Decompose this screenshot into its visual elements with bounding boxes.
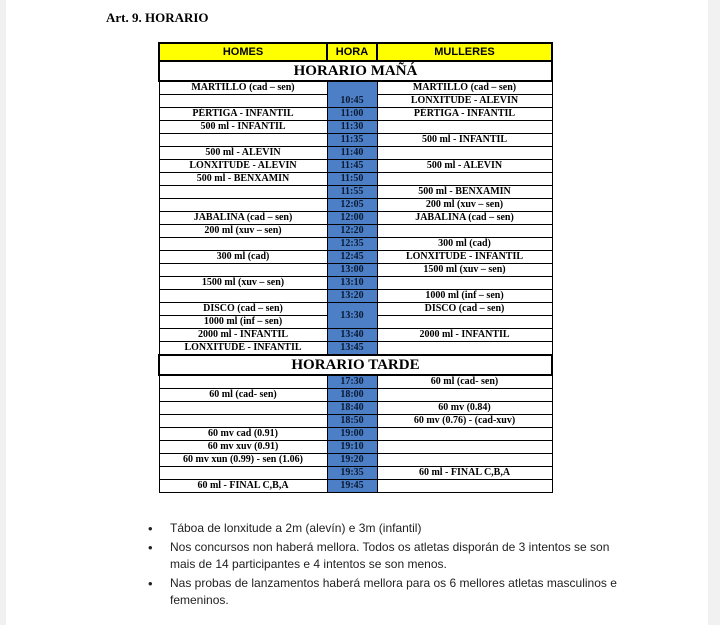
women-cell: [377, 316, 552, 329]
table-row: [159, 108, 552, 121]
men-cell: [159, 415, 327, 428]
table-row: [159, 186, 552, 199]
women-cell: LONXITUDE - INFANTIL: [377, 251, 552, 264]
men-cell: 60 mv cad (0.91): [159, 428, 327, 441]
time-cell: 19:20: [327, 454, 377, 467]
table-row: [159, 375, 552, 389]
time-cell: 19:10: [327, 441, 377, 454]
men-cell: [159, 238, 327, 251]
time-cell: 19:00: [327, 428, 377, 441]
time-cell: 12:00: [327, 212, 377, 225]
women-cell: 200 ml (xuv – sen): [377, 199, 552, 212]
time-cell: 11:30: [327, 121, 377, 134]
table-row: [159, 212, 552, 225]
notes-list: [148, 520, 628, 611]
time-cell: 12:20: [327, 225, 377, 238]
women-cell: 500 ml - BENXAMIN: [377, 186, 552, 199]
women-cell: 2000 ml - INFANTIL: [377, 329, 552, 342]
women-cell: 60 ml (cad- sen): [377, 375, 552, 389]
time-cell: 12:45: [327, 251, 377, 264]
note-item: • Táboa de lonxitude a 2m (alevín) e 3m (infantil): [148, 520, 628, 537]
men-cell: JABALINA (cad – sen): [159, 212, 327, 225]
table-row: [159, 454, 552, 467]
time-cell: 18:40: [327, 402, 377, 415]
afternoon-title: HORARIO TARDE: [159, 355, 552, 375]
women-cell: DISCO (cad – sen): [377, 303, 552, 316]
table-row: [159, 81, 552, 95]
time-cell: 18:00: [327, 389, 377, 402]
women-cell: 1500 ml (xuv – sen): [377, 264, 552, 277]
table-row: [159, 389, 552, 402]
time-cell: 11:45: [327, 160, 377, 173]
women-cell: 500 ml - INFANTIL: [377, 134, 552, 147]
table-row: [159, 134, 552, 147]
men-cell: [159, 264, 327, 277]
table-row: [159, 467, 552, 480]
time-cell: 19:45: [327, 480, 377, 493]
men-cell: [159, 134, 327, 147]
men-cell: LONXITUDE - ALEVIN: [159, 160, 327, 173]
time-cell: 13:45: [327, 342, 377, 356]
schedule-table: [158, 42, 553, 493]
women-cell: [377, 441, 552, 454]
table-row: [159, 160, 552, 173]
women-cell: [377, 428, 552, 441]
men-cell: 60 mv xuv (0.91): [159, 441, 327, 454]
table-row: [159, 199, 552, 212]
men-cell: [159, 95, 327, 108]
men-cell: [159, 199, 327, 212]
table-row: [159, 428, 552, 441]
men-cell: [159, 402, 327, 415]
time-cell: 11:35: [327, 134, 377, 147]
table-row: [159, 441, 552, 454]
time-cell: 19:35: [327, 467, 377, 480]
women-cell: LONXITUDE - ALEVIN: [377, 95, 552, 108]
men-cell: LONXITUDE - INFANTIL: [159, 342, 327, 356]
article-title: Art. 9. HORARIO: [106, 10, 209, 25]
time-cell: 13:20: [327, 290, 377, 303]
women-cell: JABALINA (cad – sen): [377, 212, 552, 225]
men-cell: 200 ml (xuv – sen): [159, 225, 327, 238]
women-cell: [377, 342, 552, 356]
women-cell: [377, 147, 552, 160]
time-cell: 12:05: [327, 199, 377, 212]
table-row: [159, 290, 552, 303]
time-cell: 11:55: [327, 186, 377, 199]
men-cell: [159, 467, 327, 480]
time-cell: 13:10: [327, 277, 377, 290]
note-item: • Nos concursos non haberá mellora. Todos os atletas disporán de 3 intentos se son mais de 14 participantes e 4 intentos se son menos.: [148, 539, 628, 573]
time-cell: 10:45: [327, 81, 377, 108]
time-cell: 17:30: [327, 375, 377, 389]
men-cell: PÉRTIGA - INFANTIL: [159, 108, 327, 121]
women-cell: PÉRTIGA - INFANTIL: [377, 108, 552, 121]
men-cell: 300 ml (cad): [159, 251, 327, 264]
men-cell: 1500 ml (xuv – sen): [159, 277, 327, 290]
table-row: [159, 238, 552, 251]
men-cell: 500 ml - BENXAMIN: [159, 173, 327, 186]
men-cell: DISCO (cad – sen): [159, 303, 327, 316]
women-cell: MARTILLO (cad – sen): [377, 81, 552, 95]
time-cell: 11:50: [327, 173, 377, 186]
time-cell: 13:40: [327, 329, 377, 342]
men-cell: MARTILLO (cad – sen): [159, 81, 327, 95]
women-cell: [377, 389, 552, 402]
men-cell: 60 ml (cad- sen): [159, 389, 327, 402]
table-header-row: [159, 43, 552, 61]
section-afternoon: [159, 355, 552, 375]
men-cell: 60 mv xun (0.99) - sen (1.06): [159, 454, 327, 467]
table-row: [159, 225, 552, 238]
women-cell: [377, 225, 552, 238]
table-row: [159, 173, 552, 186]
women-cell: 60 ml - FINAL C,B,A: [377, 467, 552, 480]
header-time: HORA: [327, 43, 377, 61]
men-cell: [159, 290, 327, 303]
table-row: [159, 251, 552, 264]
time-cell: 11:00: [327, 108, 377, 121]
morning-title: HORARIO MAÑÁ: [159, 61, 552, 81]
men-cell: 1000 ml (inf – sen): [159, 316, 327, 329]
time-cell: 12:35: [327, 238, 377, 251]
women-cell: [377, 454, 552, 467]
table-row: [159, 264, 552, 277]
men-cell: [159, 375, 327, 389]
table-row: [159, 277, 552, 290]
table-row: [159, 342, 552, 356]
women-cell: 60 mv (0.76) - (cad-xuv): [377, 415, 552, 428]
section-morning: [159, 61, 552, 81]
table-row: [159, 402, 552, 415]
table-row: [159, 147, 552, 160]
time-cell: 13:00: [327, 264, 377, 277]
time-cell: 18:50: [327, 415, 377, 428]
header-women: MULLERES: [377, 43, 552, 61]
header-men: HOMES: [159, 43, 327, 61]
table-row: [159, 480, 552, 493]
time-cell: 11:40: [327, 147, 377, 160]
time-cell: 13:30: [327, 303, 377, 329]
men-cell: 500 ml - INFANTIL: [159, 121, 327, 134]
women-cell: 1000 ml (inf – sen): [377, 290, 552, 303]
men-cell: [159, 186, 327, 199]
table-row: [159, 303, 552, 316]
men-cell: 2000 ml - INFANTIL: [159, 329, 327, 342]
table-row: [159, 121, 552, 134]
men-cell: 500 ml - ALEVIN: [159, 147, 327, 160]
women-cell: [377, 121, 552, 134]
women-cell: [377, 173, 552, 186]
women-cell: 300 ml (cad): [377, 238, 552, 251]
table-row: [159, 329, 552, 342]
men-cell: 60 ml - FINAL C,B,A: [159, 480, 327, 493]
note-item: • Nas probas de lanzamentos haberá mellora para os 6 mellores atletas masculinos e femeninos.: [148, 575, 628, 609]
table-row: [159, 415, 552, 428]
women-cell: 500 ml - ALEVIN: [377, 160, 552, 173]
women-cell: [377, 277, 552, 290]
women-cell: [377, 480, 552, 493]
women-cell: 60 mv (0.84): [377, 402, 552, 415]
